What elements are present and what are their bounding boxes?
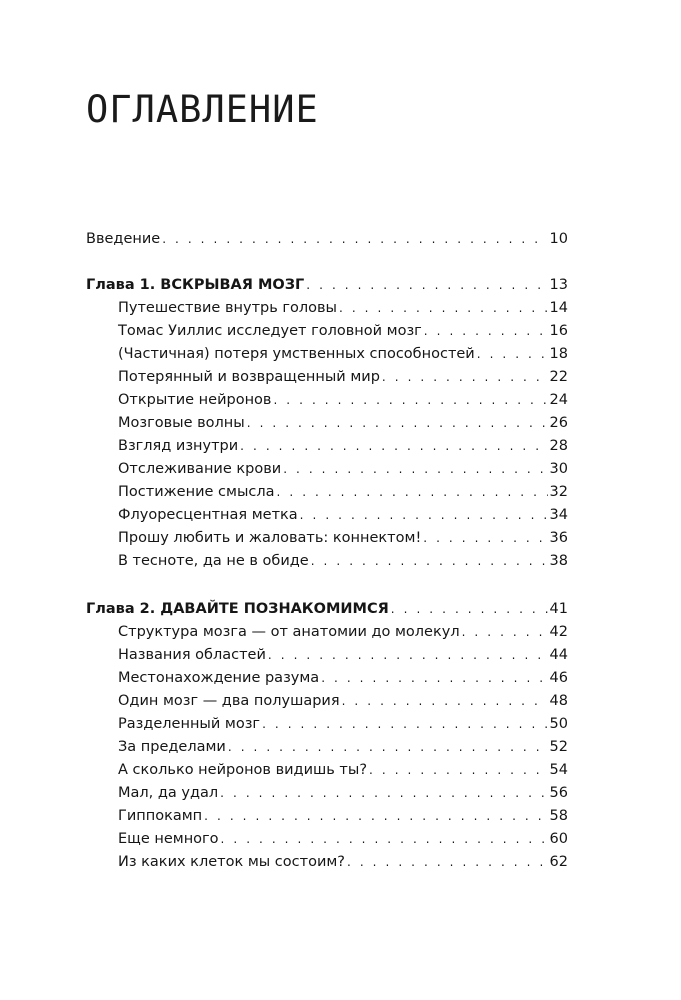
toc-entry[interactable] [118,367,568,387]
toc-entry-page: 41 [549,601,568,617]
toc-entry-page: 16 [549,323,568,339]
toc-entry-page: 46 [549,670,568,686]
dot-leader [221,829,548,849]
toc-entry-label: Разделенный мозг [118,716,261,732]
toc-entry-page: 13 [549,277,568,293]
toc-entry-label: Мал, да удал [118,785,219,801]
dot-leader [262,714,547,734]
toc-entry-intro[interactable] [86,229,568,249]
toc-entry[interactable] [118,436,568,456]
toc-entry-page: 56 [549,785,568,801]
dot-leader [300,505,548,525]
dot-leader [283,459,547,479]
dot-leader [311,551,548,571]
dot-leader [240,436,547,456]
dot-leader [220,783,547,803]
toc-entry-label: Введение [86,231,161,247]
toc-entry-label: Флуоресцентная метка [118,507,298,523]
dot-leader [247,413,548,433]
toc-entry[interactable] [118,691,568,711]
toc-entry[interactable] [118,668,568,688]
dot-leader [339,298,548,318]
toc-entry-page: 42 [549,624,568,640]
toc-entry-page: 30 [549,461,568,477]
dot-leader [228,737,548,757]
toc-entry-label: За пределами [118,739,226,755]
toc-entry[interactable] [118,737,568,757]
page-title: ОГЛАВЛЕНИЕ [86,88,319,131]
toc-entry-page: 52 [549,739,568,755]
dot-leader [347,852,548,872]
toc-entry-page: 22 [549,369,568,385]
toc-entry[interactable] [118,645,568,665]
toc-entry-page: 54 [549,762,568,778]
toc-entry-page: 26 [549,415,568,431]
dot-leader [268,645,548,665]
toc-entry[interactable] [118,413,568,433]
dot-leader [462,622,548,642]
toc-entry-label: Названия областей [118,647,266,663]
toc-entry-label: В тесноте, да не в обиде [118,553,309,569]
dot-leader [424,321,548,341]
toc-entry-page: 32 [549,484,568,500]
toc-entry[interactable] [118,321,568,341]
toc-entry[interactable] [118,829,568,849]
toc-entry[interactable] [118,459,568,479]
toc-chapter-2[interactable] [86,599,568,619]
toc-entry[interactable] [118,760,568,780]
toc-entry-label: Путешествие внутрь головы [118,300,337,316]
toc-entry-page: 50 [549,716,568,732]
chapter-title: Глава 1. ВСКРЫВАЯ МОЗГ [86,277,305,293]
toc-chapter-1[interactable] [86,275,568,295]
toc-entry-label: (Частичная) потеря умственных способностей [118,346,475,362]
toc-entry-label: Постижение смысла [118,484,275,500]
toc-entry-label: Томас Уиллис исследует головной мозг [118,323,422,339]
dot-leader [321,668,547,688]
toc-entry-label: Гиппокамп [118,808,203,824]
toc-entry[interactable] [118,390,568,410]
toc-entry-page: 28 [549,438,568,454]
toc-entry-label: А сколько нейронов видишь ты? [118,762,368,778]
dot-leader [423,528,547,548]
toc-entry-label: Структура мозга — от анатомии до молекул [118,624,460,640]
toc-entry[interactable] [118,505,568,525]
toc-entry-label: Еще немного [118,831,219,847]
toc-entry-page: 10 [549,231,568,247]
dot-leader [342,691,548,711]
dot-leader [273,390,547,410]
toc-entry-page: 58 [549,808,568,824]
toc-entry[interactable] [118,344,568,364]
dot-leader [369,760,548,780]
dot-leader [477,344,548,364]
toc-entry[interactable] [118,852,568,872]
dot-leader [204,806,547,826]
toc-entry-label: Мозговые волны [118,415,245,431]
toc-entry-label: Из каких клеток мы состоим? [118,854,346,870]
toc-entry[interactable] [118,298,568,318]
toc-entry-page: 44 [549,647,568,663]
toc-entry-label: Отслеживание крови [118,461,282,477]
toc-entry-label: Открытие нейронов [118,392,272,408]
dot-leader [306,275,547,295]
toc-entry-label: Взгляд изнутри [118,438,239,454]
toc-entry[interactable] [118,806,568,826]
chapter-title: Глава 2. ДАВАЙТЕ ПОЗНАКОМИМСЯ [86,601,389,617]
dot-leader [277,482,548,502]
dot-leader [162,229,547,249]
toc-entry[interactable] [118,622,568,642]
toc-entry[interactable] [118,714,568,734]
toc-entry-label: Один мозг — два полушария [118,693,340,709]
toc-entry-page: 36 [549,530,568,546]
toc-entry-page: 48 [549,693,568,709]
toc-entry-page: 24 [549,392,568,408]
toc-entry[interactable] [118,783,568,803]
toc-entry-label: Прошу любить и жаловать: коннектом! [118,530,422,546]
toc-entry-label: Местонахождение разума [118,670,320,686]
dot-leader [382,367,548,387]
toc-entry-page: 38 [549,553,568,569]
toc-entry[interactable] [118,551,568,571]
toc-entry-page: 60 [549,831,568,847]
dot-leader [391,599,548,619]
toc-entry[interactable] [118,482,568,502]
toc-entry-page: 62 [549,854,568,870]
toc-entry-label: Потерянный и возвращенный мир [118,369,380,385]
toc-entry-page: 34 [549,507,568,523]
toc-entry-page: 14 [549,300,568,316]
toc-entry[interactable] [118,528,568,548]
toc-entry-page: 18 [549,346,568,362]
